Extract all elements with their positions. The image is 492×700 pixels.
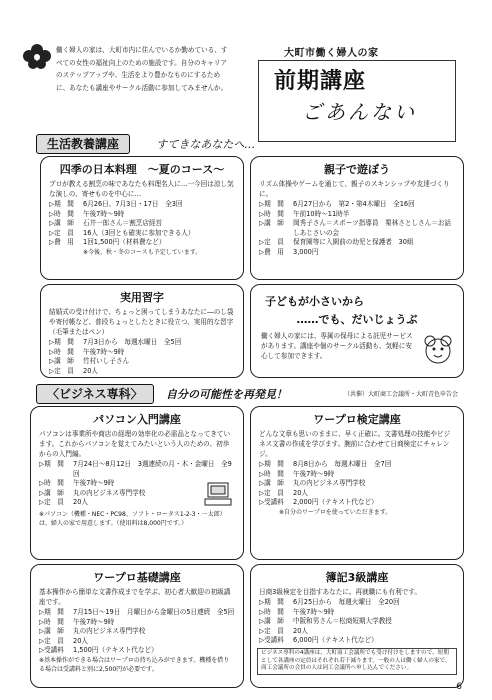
cooking-panel bbox=[40, 156, 244, 280]
wp-basic-panel bbox=[30, 564, 244, 688]
bookkeeping-lead: 日商3級検定を目指すあなたに。再就職にも有利です。 bbox=[259, 588, 421, 596]
detail-row: ▷期 間 6月26日、7月3日・17日 全3回 bbox=[49, 200, 183, 208]
childcare-title-2: ……でも、だいじょうぶ bbox=[296, 313, 418, 326]
detail-row: ▷時 間 午後7時～9時 bbox=[49, 209, 125, 218]
detail-row: ▷定 員 20人 bbox=[259, 488, 308, 497]
parent-child-title: 親子で遊ぼう bbox=[324, 163, 390, 176]
detail-row: ▷定 員 20人 bbox=[39, 636, 88, 645]
bookkeeping-title: 簿記3級講座 bbox=[325, 571, 389, 584]
computer-icon bbox=[203, 479, 233, 513]
childcare-title: 子どもが小さいから bbox=[265, 295, 364, 308]
parent-child-details bbox=[259, 200, 455, 258]
detail-row: ▷時 間 午後7時～9時 bbox=[39, 479, 115, 488]
wp-test-note: ※自分のワープロを使っていただきます。 bbox=[279, 508, 392, 516]
detail-row: ▷定 員 20人 bbox=[39, 498, 88, 507]
detail-row: ▷期 間 7月3日から 毎週水曜日 全5回 bbox=[49, 338, 182, 346]
cooking-title: 四季の日本料理 ～夏のコース～ bbox=[59, 163, 225, 176]
bear-mascot-icon bbox=[421, 333, 455, 371]
business-section-tagline: 自分の可能性を再発見！ bbox=[166, 388, 287, 401]
cosponsor-text: （共催）大町商工会議所・大町青色申告会 bbox=[344, 391, 459, 398]
detail-row: ▷定 員 20人 bbox=[49, 366, 98, 375]
pc-title: パソコン入門講座 bbox=[93, 413, 181, 426]
detail-row: ▷時 間 午後7時～9時 bbox=[259, 469, 335, 478]
detail-row: ▷講 師 丸の内ビジネス専門学校 bbox=[259, 479, 366, 488]
detail-row: ▷期 間 7月24日～8月12日 3週連続の月・木・金曜日 全9回 bbox=[39, 460, 232, 478]
pc-note: ※パソコン（機種・NEC・PC98、ソフト・ロータス1-2-3・一太郎）は、婦人の家で用意します。（使用料は8,000円です。） bbox=[39, 510, 226, 527]
hero-subtitle: 大町市働く婦人の家 bbox=[284, 48, 379, 59]
wp-test-lead: どんな文章も思いのままに、早く正確に。文書処理の技能やビジネス文書の作成を学びます。腕前に合わせて日商検定にチャレンジ。 bbox=[259, 430, 451, 458]
detail-row: ▷定 員 保育園等に入園前の幼児と保護者 30組 bbox=[259, 238, 414, 247]
detail-row: ▷受講料 1,500円（テキスト代など） bbox=[39, 646, 158, 655]
parent-child-panel bbox=[250, 156, 464, 280]
detail-row: ▷定 員 16人（3回とも確実に参加できる人） bbox=[49, 228, 195, 237]
detail-row: ▷期 間 6月25日から 毎週火曜日 全20回 bbox=[259, 598, 400, 606]
cooking-details bbox=[49, 200, 235, 257]
cooking-lead: プロが教える割烹の味であなたも料理名人に…一今回は涼し気な演しの、寄せものを中心に… bbox=[49, 180, 234, 198]
wp-test-details bbox=[259, 460, 455, 517]
wp-basic-note: ※基本操作ができる場合はワープロの持ち込みができます。機種を借りる場合は受講料と別に2,500円が必要です。 bbox=[39, 656, 230, 673]
pc-panel bbox=[30, 406, 244, 560]
detail-row: ▷時 間 午後7時～9時 bbox=[259, 607, 335, 616]
detail-row: ▷期 間 6月27日から 第2・第4木曜日 全16回 bbox=[259, 200, 415, 208]
detail-row: ▷定 員 20人 bbox=[259, 626, 308, 635]
bookkeeping-details bbox=[259, 598, 455, 646]
detail-row: ▷講 師 丸の内ビジネス専門学校 bbox=[39, 627, 146, 636]
calligraphy-details bbox=[49, 338, 235, 376]
wp-basic-lead: 基本操作から簡単な文書作成までを学ぶ、初心者大歓迎の初級講座です。 bbox=[39, 588, 231, 606]
life-section-tab: 生活教養講座 bbox=[36, 134, 130, 154]
calligraphy-title: 実用習字 bbox=[120, 291, 164, 304]
hero-title-2: ごあんない bbox=[302, 100, 417, 124]
wp-test-title: ワープロ検定講座 bbox=[313, 413, 401, 426]
wp-basic-title: ワープロ基礎講座 bbox=[93, 571, 181, 584]
bookkeeping-footer-note: ビジネス専科の4講座は、大町商工会議所でも受け付けをしますので、短期として各講座の定員はそれぞれ若干減ります。一般の人は働く婦人の家で、商工会議所の会員の人は同工会議所へ申し込んでください。 bbox=[257, 648, 457, 675]
wp-basic-details bbox=[39, 608, 235, 674]
page-number: 6 bbox=[456, 682, 462, 692]
detail-row: ▷講 師 丸の内ビジネス専門学校 bbox=[39, 488, 146, 497]
flower-logo-icon bbox=[20, 40, 54, 70]
detail-row: ▷費 用 3,000円 bbox=[259, 247, 319, 256]
calligraphy-lead: 結婚式の受け付けで、ちょっと困ってしまうあなたに―のし袋や寄付帳など、普段ちょっとしたときに役立つ、実用的な習字（毛筆またはペン） bbox=[49, 308, 234, 336]
business-section-tab: 〈ビジネス専科〉 bbox=[36, 384, 154, 404]
detail-row: ▷時 間 午前10時～11時半 bbox=[259, 209, 350, 218]
detail-row: ▷時 間 午後7時～9時 bbox=[49, 347, 125, 356]
hero-title: 前期講座 bbox=[274, 69, 367, 94]
detail-row: ▷期 間 8月8日から 毎週木曜日 全7回 bbox=[259, 460, 392, 468]
detail-row: ▷時 間 午後7時～9時 bbox=[39, 617, 115, 626]
bookkeeping-panel bbox=[250, 564, 464, 688]
detail-row: ▷講 師 岡秀子さん＝スポーツ指導員 栗林さとしさん＝お話しあじさいの会 bbox=[259, 219, 451, 237]
cooking-note: ※今後、秋・冬のコースも予定しています。 bbox=[83, 248, 202, 256]
detail-row: ▷費 用 1回1,500円（材料費など） bbox=[49, 238, 166, 247]
detail-row: ▷講 師 中阪和男さん＝松商短期大学教授 bbox=[259, 617, 392, 626]
parent-child-lead: リズム体操やゲームを通じて、親子のスキンシップや友達づくりに。 bbox=[259, 180, 450, 198]
life-section-tagline: すてきなあなたへ… bbox=[156, 138, 256, 151]
detail-row: ▷受講料 6,000円（テキスト代など） bbox=[259, 636, 378, 645]
intro-text: 働く婦人の家は、大町市内に住んでいるか勤めている、すべての女性の福祉向上のための施設です。自分のキャリアのステップアップや、生活をより豊かなものにするために、あなたも講座やサークル活動に参加してみませんか。 bbox=[56, 46, 228, 92]
detail-row: ▷期 間 7月15日～19日 月曜日から金曜日の5日連続 全5回 bbox=[39, 608, 235, 616]
wp-test-panel bbox=[250, 406, 464, 560]
pc-lead: パソコンは事業所や商店の経理の効率化の必需品となってきています。これからパソコンを覚えてみたいという人のための、初歩からの入門編。 bbox=[39, 430, 231, 458]
calligraphy-panel bbox=[40, 284, 244, 378]
childcare-lead: 働く婦人の家には、専属の保母による託児サービスがあります。講座や個のサークル活動も、気軽に安心して参加できます。 bbox=[261, 332, 413, 360]
detail-row: ▷講 師 石井一郎さん＝割烹店経営 bbox=[49, 219, 163, 228]
detail-row: ▷受講料 2,000円（テキスト代など） bbox=[259, 498, 378, 507]
childcare-panel bbox=[250, 284, 464, 378]
detail-row: ▷講 師 竹村いし子さん bbox=[49, 357, 130, 366]
